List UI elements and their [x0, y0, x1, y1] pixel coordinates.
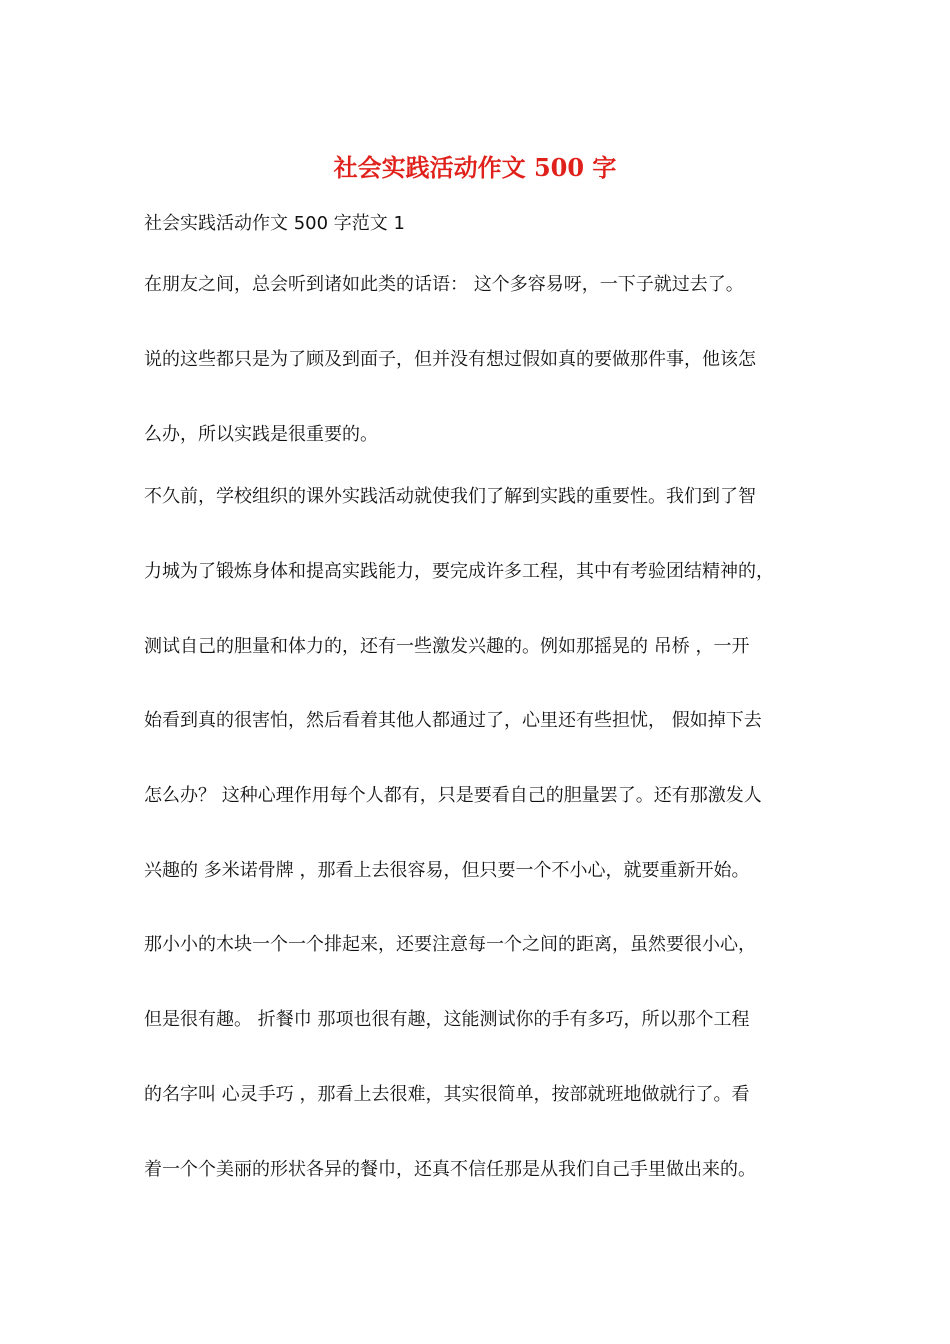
body-line-13: 着一个个美丽的形状各异的餐巾，还真不信任那是从我们自己手里做出来的。	[144, 1159, 756, 1180]
body-line-3: 么办，所以实践是很重要的。	[144, 424, 378, 445]
body-line-11: 但是很有趣。 折餐巾 那项也很有趣，这能测试你的手有多巧，所以那个工程	[144, 1009, 750, 1030]
document-subtitle: 社会实践活动作文 500 字范文 1	[144, 213, 405, 234]
body-line-10: 那小小的木块一个一个排起来，还要注意每一个之间的距离，虽然要很小心，	[144, 934, 756, 955]
body-line-9: 兴趣的 多米诺骨牌 ，那看上去很容易，但只要一个不小心，就要重新开始。	[144, 860, 750, 881]
body-line-8: 怎么办？ 这种心理作用每个人都有，只是要看自己的胆量罢了。还有那激发人	[144, 785, 762, 806]
body-line-7: 始看到真的很害怕，然后看着其他人都通过了，心里还有些担忧， 假如掉下去	[144, 710, 762, 731]
body-line-2: 说的这些都只是为了顾及到面子，但并没有想过假如真的要做那件事，他该怎	[144, 349, 756, 370]
body-line-6: 测试自己的胆量和体力的，还有一些激发兴趣的。例如那摇晃的 吊桥 ，一开	[144, 636, 750, 657]
body-line-1: 在朋友之间，总会听到诸如此类的话语： 这个多容易呀，一下子就过去了。	[144, 274, 744, 295]
body-line-12: 的名字叫 心灵手巧 ，那看上去很难，其实很简单，按部就班地做就行了。看	[144, 1084, 750, 1105]
body-line-4: 不久前，学校组织的课外实践活动就使我们了解到实践的重要性。我们到了智	[144, 486, 756, 507]
body-line-5: 力城为了锻炼身体和提高实践能力，要完成许多工程，其中有考验团结精神的，	[144, 561, 774, 582]
document-title: 社会实践活动作文 500 字	[333, 153, 617, 182]
